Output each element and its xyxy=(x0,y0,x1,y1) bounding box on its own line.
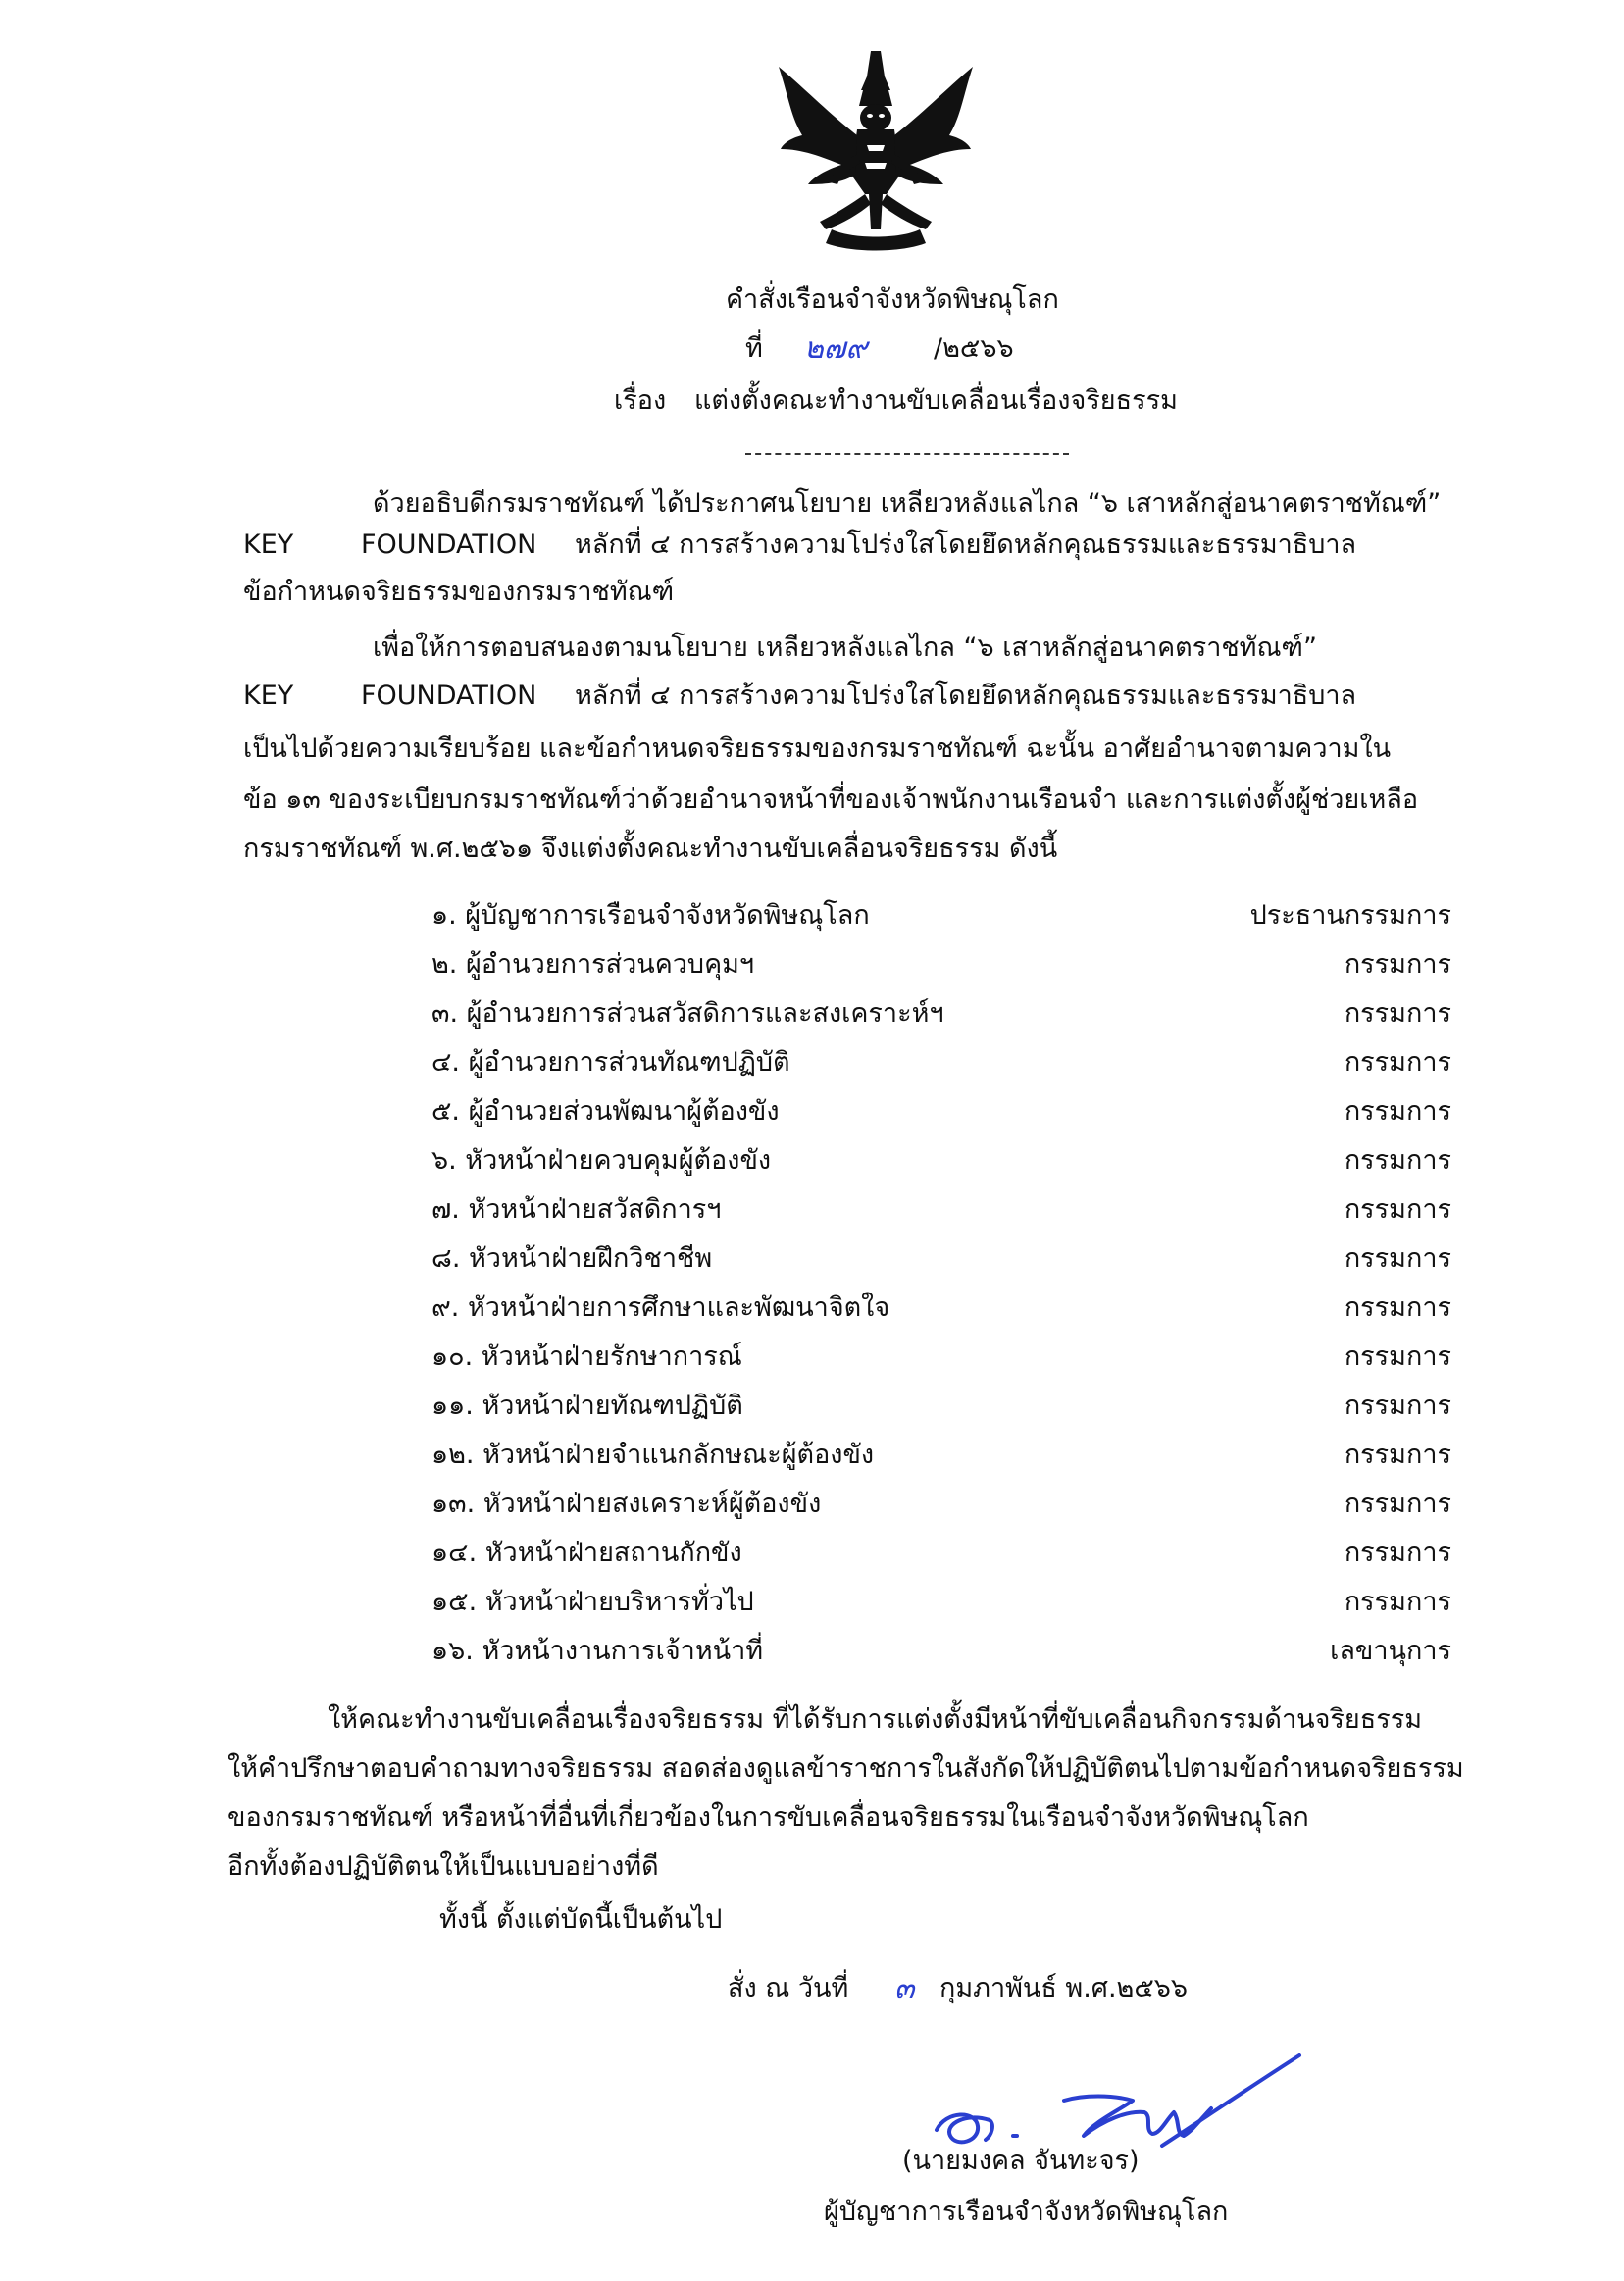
member-role: กรรมการ xyxy=(1344,1440,1451,1470)
list-item xyxy=(431,1391,1451,1430)
member-role: กรรมการ xyxy=(1344,1489,1451,1519)
subject-label: เรื่อง xyxy=(614,385,667,416)
member-role: กรรมการ xyxy=(1344,1194,1451,1225)
member-role: ประธานกรรมการ xyxy=(1249,900,1451,931)
order-number-year: /๒๕๖๖ xyxy=(934,333,1014,364)
paragraph-1-line-1: ด้วยอธิบดีกรมราชทัณฑ์ ได้ประกาศนโยบาย เหลียวหลังแลไกล “๖ เสาหลักสู่อนาคตราชทัณฑ์” xyxy=(373,488,1442,519)
member-name: ๘. หัวหน้าฝ่ายฝึกวิชาชีพ xyxy=(431,1243,713,1274)
member-role: กรรมการ xyxy=(1344,1243,1451,1274)
member-role: กรรมการ xyxy=(1344,1145,1451,1176)
garuda-emblem-icon xyxy=(773,47,979,253)
signatory-position: ผู้บัญชาการเรือนจำจังหวัดพิษณุโลก xyxy=(824,2197,1229,2227)
member-name: ๗. หัวหน้าฝ่ายสวัสดิการฯ xyxy=(431,1194,722,1225)
order-number-handwritten: ๒๗๙ xyxy=(804,331,868,366)
list-item xyxy=(431,900,1451,939)
list-item xyxy=(431,998,1451,1038)
member-role: กรรมการ xyxy=(1344,1342,1451,1372)
member-name: ๔. ผู้อำนวยการส่วนทัณฑปฏิบัติ xyxy=(431,1047,790,1078)
member-name: ๙. หัวหน้าฝ่ายการศึกษาและพัฒนาจิตใจ xyxy=(431,1293,890,1323)
member-role: กรรมการ xyxy=(1344,949,1451,980)
list-item xyxy=(431,1243,1451,1283)
signatory-name: (นายมงคล จันทะจร) xyxy=(902,2146,1140,2176)
member-name: ๑๖. หัวหน้างานการเจ้าหน้าที่ xyxy=(431,1636,764,1666)
paragraph-2-line-3: เป็นไปด้วยความเรียบร้อย และข้อกำหนดจริยธรรมของกรมราชทัณฑ์ ฉะนั้น อาศัยอำนาจตามความใน xyxy=(243,734,1392,764)
closing-line-1: ให้คณะทำงานขับเคลื่อนเรื่องจริยธรรม ที่ได้รับการแต่งตั้งมีหน้าที่ขับเคลื่อนกิจกรรมด้านจริยธรรม xyxy=(328,1704,1423,1735)
paragraph-2-key: KEY xyxy=(243,681,294,711)
list-item xyxy=(431,1342,1451,1381)
closing-line-3: ของกรมราชทัณฑ์ หรือหน้าที่อื่นที่เกี่ยวข้องในการขับเคลื่อนจริยธรรมในเรือนจำจังหวัดพิษณุโลก xyxy=(228,1802,1309,1833)
paragraph-2-line-5: กรมราชทัณฑ์ พ.ศ.๒๕๖๑ จึงแต่งตั้งคณะทำงานขับเคลื่อนจริยธรรม ดังนี้ xyxy=(243,834,1058,864)
member-role: กรรมการ xyxy=(1344,998,1451,1029)
member-role: กรรมการ xyxy=(1344,1047,1451,1078)
order-date-suffix: กุมภาพันธ์ พ.ศ.๒๕๖๖ xyxy=(939,1973,1189,2003)
list-item xyxy=(431,1145,1451,1185)
list-item xyxy=(431,1194,1451,1234)
order-number-label: ที่ xyxy=(745,333,763,364)
member-name: ๑๐. หัวหน้าฝ่ายรักษาการณ์ xyxy=(431,1342,742,1372)
effective-clause: ทั้งนี้ ตั้งแต่บัดนี้เป็นต้นไป xyxy=(439,1904,723,1935)
member-name: ๖. หัวหน้าฝ่ายควบคุมผู้ต้องขัง xyxy=(431,1145,772,1176)
paragraph-1-line-2: หลักที่ ๔ การสร้างความโปร่งใสโดยยึดหลักคุณธรรมและธรรมาธิบาล xyxy=(575,530,1357,560)
member-name: ๓. ผู้อำนวยการส่วนสวัสดิการและสงเคราะห์ฯ xyxy=(431,998,944,1029)
list-item xyxy=(431,1489,1451,1528)
list-item xyxy=(431,1096,1451,1136)
member-role: กรรมการ xyxy=(1344,1096,1451,1127)
order-date-day-handwritten: ๓ xyxy=(894,1971,915,2005)
list-item xyxy=(431,1587,1451,1626)
closing-line-4: อีกทั้งต้องปฏิบัติตนให้เป็นแบบอย่างที่ดี xyxy=(228,1851,659,1882)
list-item xyxy=(431,1636,1451,1675)
list-item xyxy=(431,1293,1451,1332)
order-title: คำสั่งเรือนจำจังหวัดพิษณุโลก xyxy=(726,284,1059,315)
member-role: กรรมการ xyxy=(1344,1587,1451,1617)
paragraph-1-line-3: ข้อกำหนดจริยธรรมของกรมราชทัณฑ์ xyxy=(243,577,675,607)
list-item xyxy=(431,1047,1451,1087)
member-name: ๑๕. หัวหน้าฝ่ายบริหารทั่วไป xyxy=(431,1587,754,1617)
member-role: กรรมการ xyxy=(1344,1538,1451,1568)
paragraph-2-line-1: เพื่อให้การตอบสนองตามนโยบาย เหลียวหลังแลไกล “๖ เสาหลักสู่อนาคตราชทัณฑ์” xyxy=(373,633,1317,663)
member-name: ๑๑. หัวหน้าฝ่ายทัณฑปฏิบัติ xyxy=(431,1391,743,1421)
list-item xyxy=(431,1538,1451,1577)
paragraph-1-key: KEY xyxy=(243,530,294,560)
member-role: เลขานุการ xyxy=(1330,1636,1451,1666)
member-name: ๒. ผู้อำนวยการส่วนควบคุมฯ xyxy=(431,949,755,980)
member-name: ๑. ผู้บัญชาการเรือนจำจังหวัดพิษณุโลก xyxy=(431,900,870,931)
closing-line-2: ให้คำปรึกษาตอบคำถามทางจริยธรรม สอดส่องดูแลข้าราชการในสังกัดให้ปฏิบัติตนไปตามข้อกำหนดจริยธรรม xyxy=(228,1753,1464,1784)
list-item xyxy=(431,949,1451,988)
order-date-prefix: สั่ง ณ วันที่ xyxy=(728,1973,849,2003)
paragraph-2-foundation: FOUNDATION xyxy=(361,681,537,711)
member-name: ๑๓. หัวหน้าฝ่ายสงเคราะห์ผู้ต้องขัง xyxy=(431,1489,822,1519)
header-divider xyxy=(745,453,1069,455)
subject-text: แต่งตั้งคณะทำงานขับเคลื่อนเรื่องจริยธรรม xyxy=(694,385,1178,416)
handwritten-signature xyxy=(927,2052,1319,2159)
paragraph-1-foundation: FOUNDATION xyxy=(361,530,537,560)
member-name: ๕. ผู้อำนวยส่วนพัฒนาผู้ต้องขัง xyxy=(431,1096,780,1127)
list-item xyxy=(431,1440,1451,1479)
member-name: ๑๒. หัวหน้าฝ่ายจำแนกลักษณะผู้ต้องขัง xyxy=(431,1440,875,1470)
paragraph-2-line-2: หลักที่ ๔ การสร้างความโปร่งใสโดยยึดหลักคุณธรรมและธรรมาธิบาล xyxy=(575,681,1357,711)
member-role: กรรมการ xyxy=(1344,1293,1451,1323)
member-role: กรรมการ xyxy=(1344,1391,1451,1421)
paragraph-2-line-4: ข้อ ๑๓ ของระเบียบกรมราชทัณฑ์ว่าด้วยอำนาจหน้าที่ของเจ้าพนักงานเรือนจำ และการแต่งตั้งผู้ช่วยเหลือ xyxy=(243,785,1419,815)
member-name: ๑๔. หัวหน้าฝ่ายสถานกักขัง xyxy=(431,1538,742,1568)
